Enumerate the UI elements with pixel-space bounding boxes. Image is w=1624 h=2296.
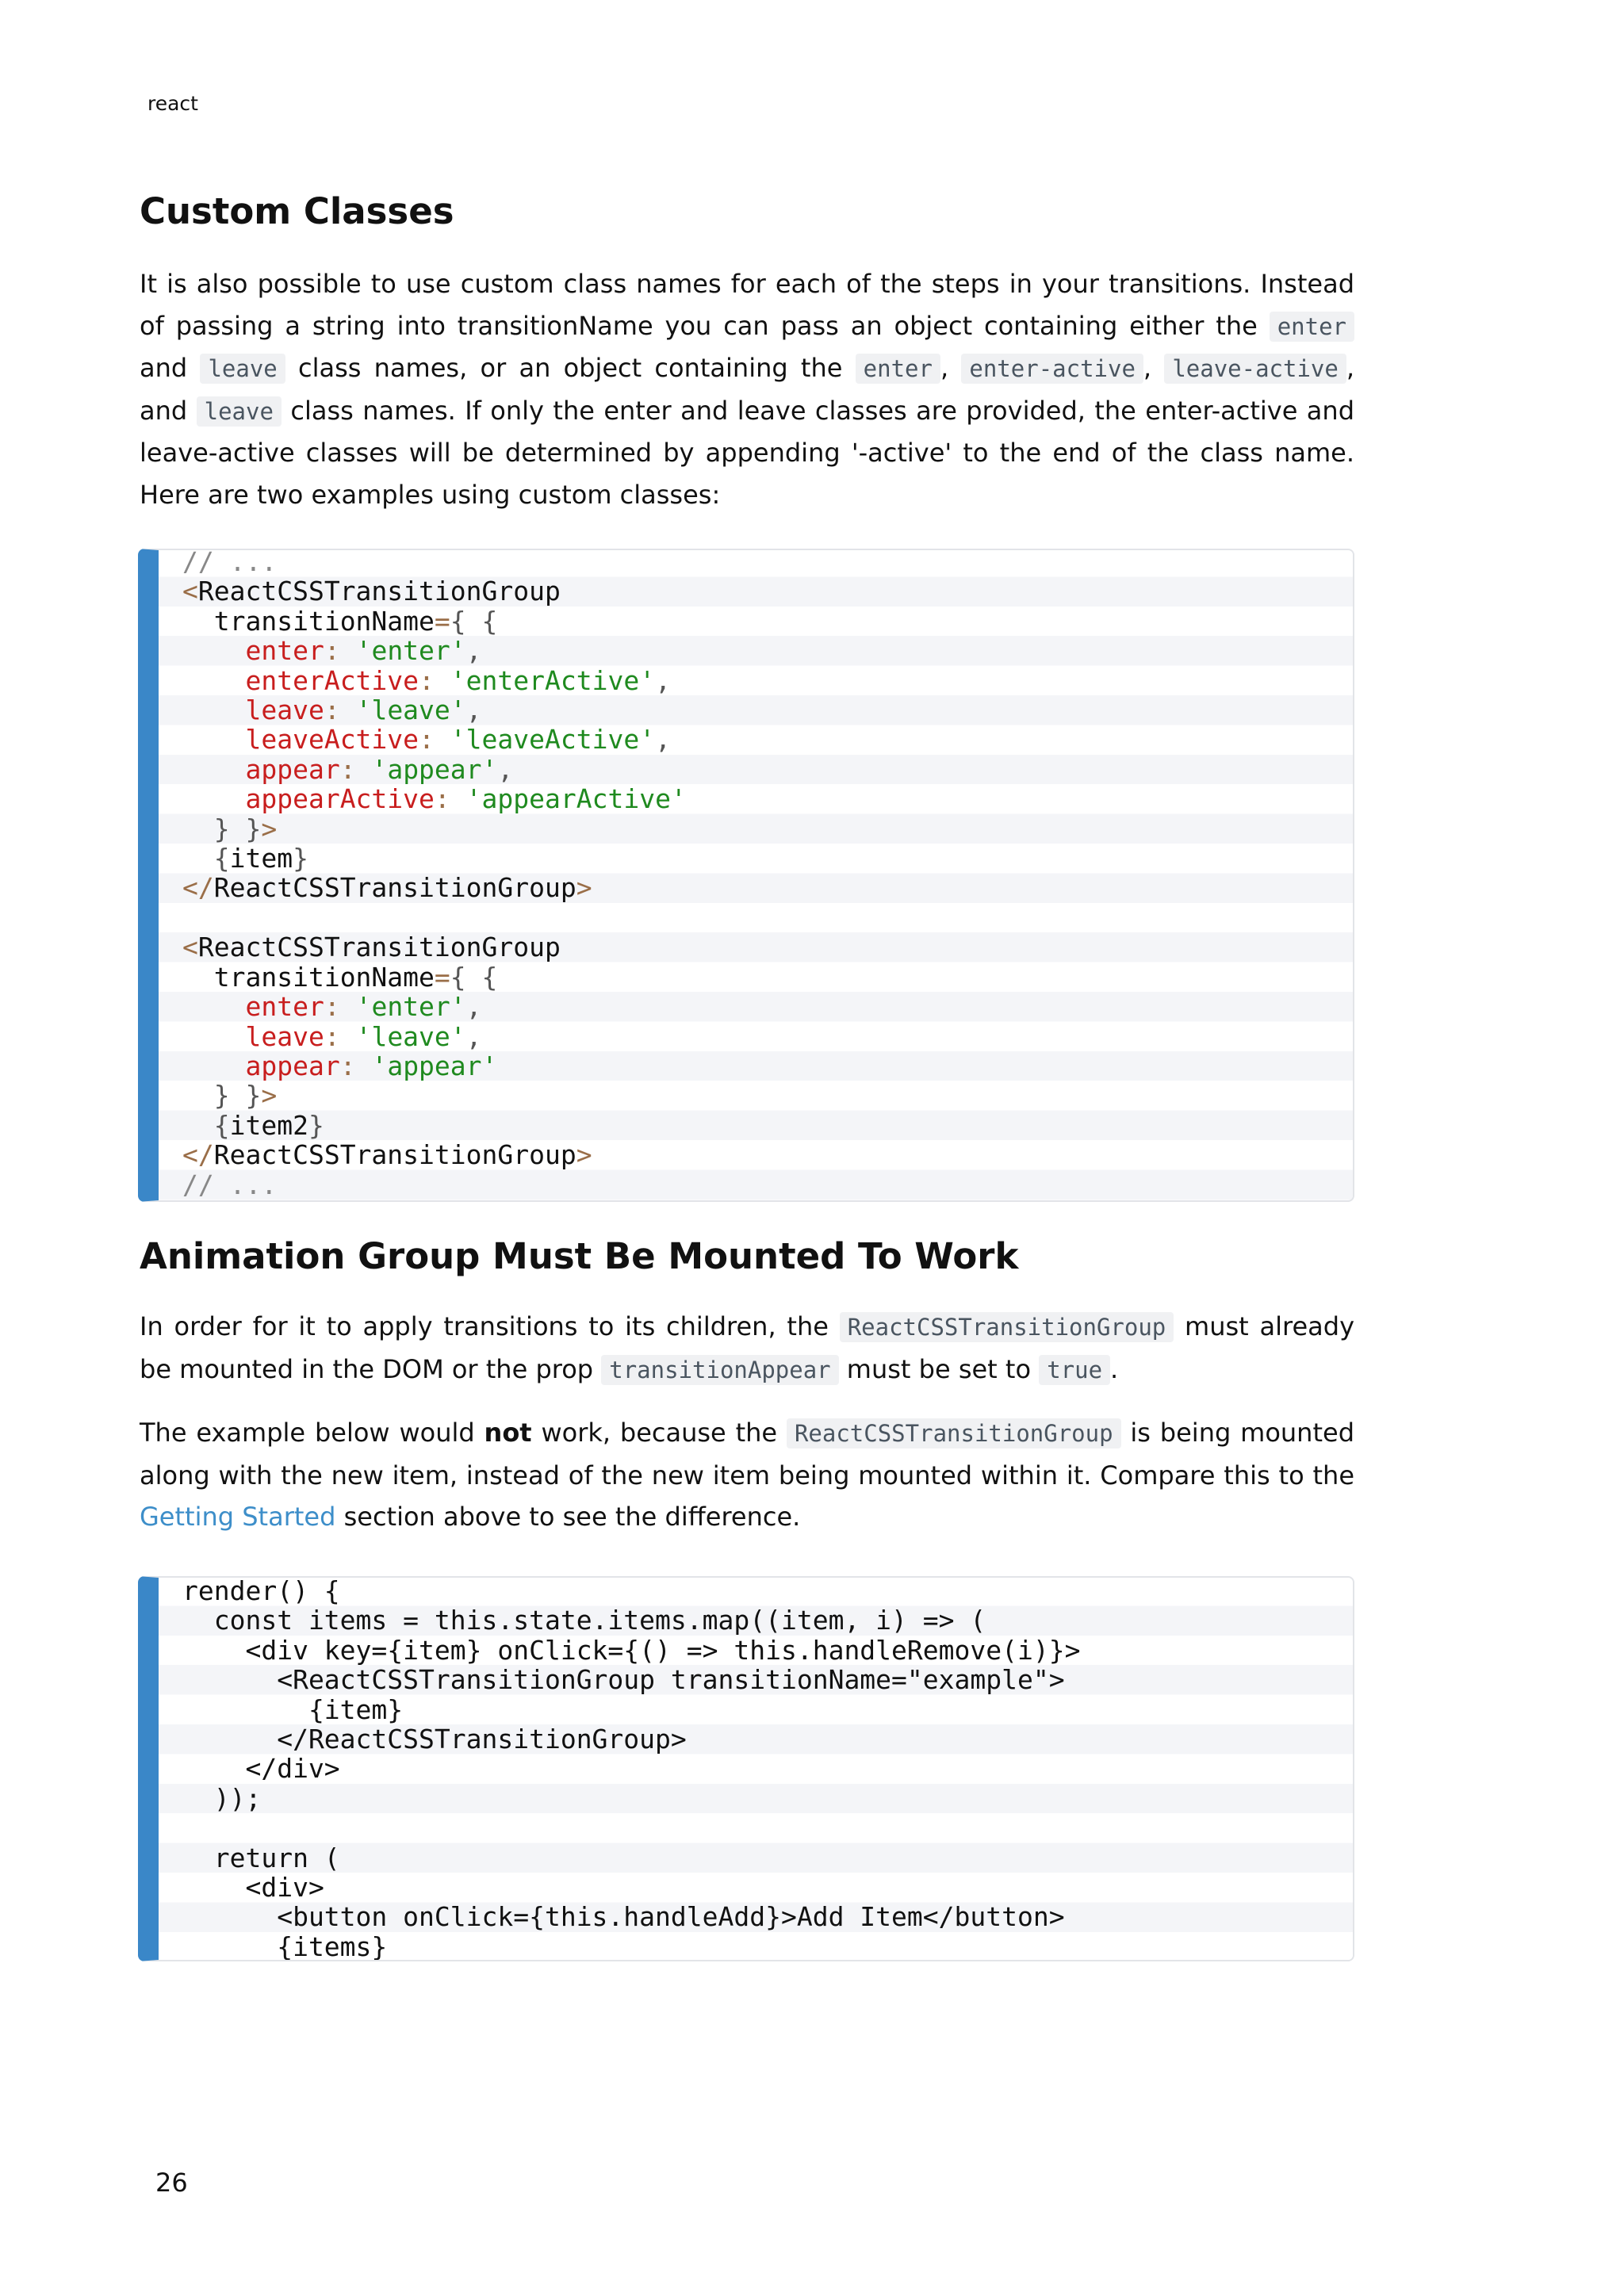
inline-code: ReactCSSTransitionGroup xyxy=(840,1312,1174,1342)
code-line: return ( xyxy=(182,1842,340,1873)
inline-code: transitionAppear xyxy=(601,1355,838,1385)
code-line: <div> xyxy=(182,1872,324,1904)
getting-started-link[interactable]: Getting Started xyxy=(140,1502,336,1532)
inline-code: enter xyxy=(1270,312,1354,342)
code-block-custom-classes: // ... <ReactCSSTransitionGroup transitionName={ { enter: 'enter', enterActive: 'enterActive', leave: 'leave', leaveActive: 'leaveActive', appear: 'appear', appearActive: 'appearActive' } }> {item} </ReactCSSTransitionGroup> <ReactCSSTransitionGroup transitionName={ { enter: 'enter', leave: 'leave', appear: 'appear' } }> {item2} </ReactCSSTransitionGroup> // ... xyxy=(138,549,1354,1202)
code-block-render-example xyxy=(138,1576,1354,1961)
inline-code: enter-active xyxy=(961,354,1143,384)
code-line: const items = this.state.items.map((item, i) => ( xyxy=(182,1605,986,1636)
code-line: </div> xyxy=(182,1753,340,1785)
inline-code: true xyxy=(1039,1355,1110,1385)
code-line: )); xyxy=(182,1782,262,1814)
inline-code: leave xyxy=(197,396,282,427)
code-line: <div key={item} onClick={() => this.handleRemove(i)}> xyxy=(182,1634,1081,1666)
mounting-paragraph: In order for it to apply transitions to its children, the ReactCSSTransitionGroup must already be mounted in the DOM or the prop transitionAppear must be set to true . xyxy=(140,1311,1355,1384)
section-heading-animation-group: Animation Group Must Be Mounted To Work xyxy=(140,1235,1019,1277)
example-paragraph: The example below would not work, because the ReactCSSTransitionGroup is being mounted along with the new item, instead of the new item being mounted within it. Compare this to the Getting Started section above to see the difference. xyxy=(140,1418,1355,1532)
code-line: <ReactCSSTransitionGroup transitionName="example"> xyxy=(182,1664,1065,1696)
inline-code: ReactCSSTransitionGroup xyxy=(787,1418,1121,1448)
custom-classes-paragraph: It is also possible to use custom class names for each of the steps in your transitions. Instead of passing a string into transitionName you can pass an object containing either the enter and leave class names, or an object containing the enter , enter-active , leave-active , and leave class names. If only the enter and leave classes are provided, the enter-active and leave-active classes will be determined by appending '-active' to the end of the class name. Here are two examples using custom classes: xyxy=(140,269,1355,510)
inline-code: enter xyxy=(856,354,940,384)
code-line: {items} xyxy=(182,1931,388,1961)
code-line: <button onClick={this.handleAdd}>Add Item</button> xyxy=(182,1901,1065,1933)
code-line: {item} xyxy=(182,1693,404,1725)
section-heading-custom-classes: Custom Classes xyxy=(140,190,454,232)
inline-code: leave xyxy=(200,354,285,384)
running-header: react xyxy=(147,92,198,115)
inline-code: leave-active xyxy=(1164,354,1346,384)
code-line: render() { xyxy=(182,1576,340,1606)
code-line: </ReactCSSTransitionGroup> xyxy=(182,1724,687,1755)
page-number: 26 xyxy=(155,2168,188,2198)
